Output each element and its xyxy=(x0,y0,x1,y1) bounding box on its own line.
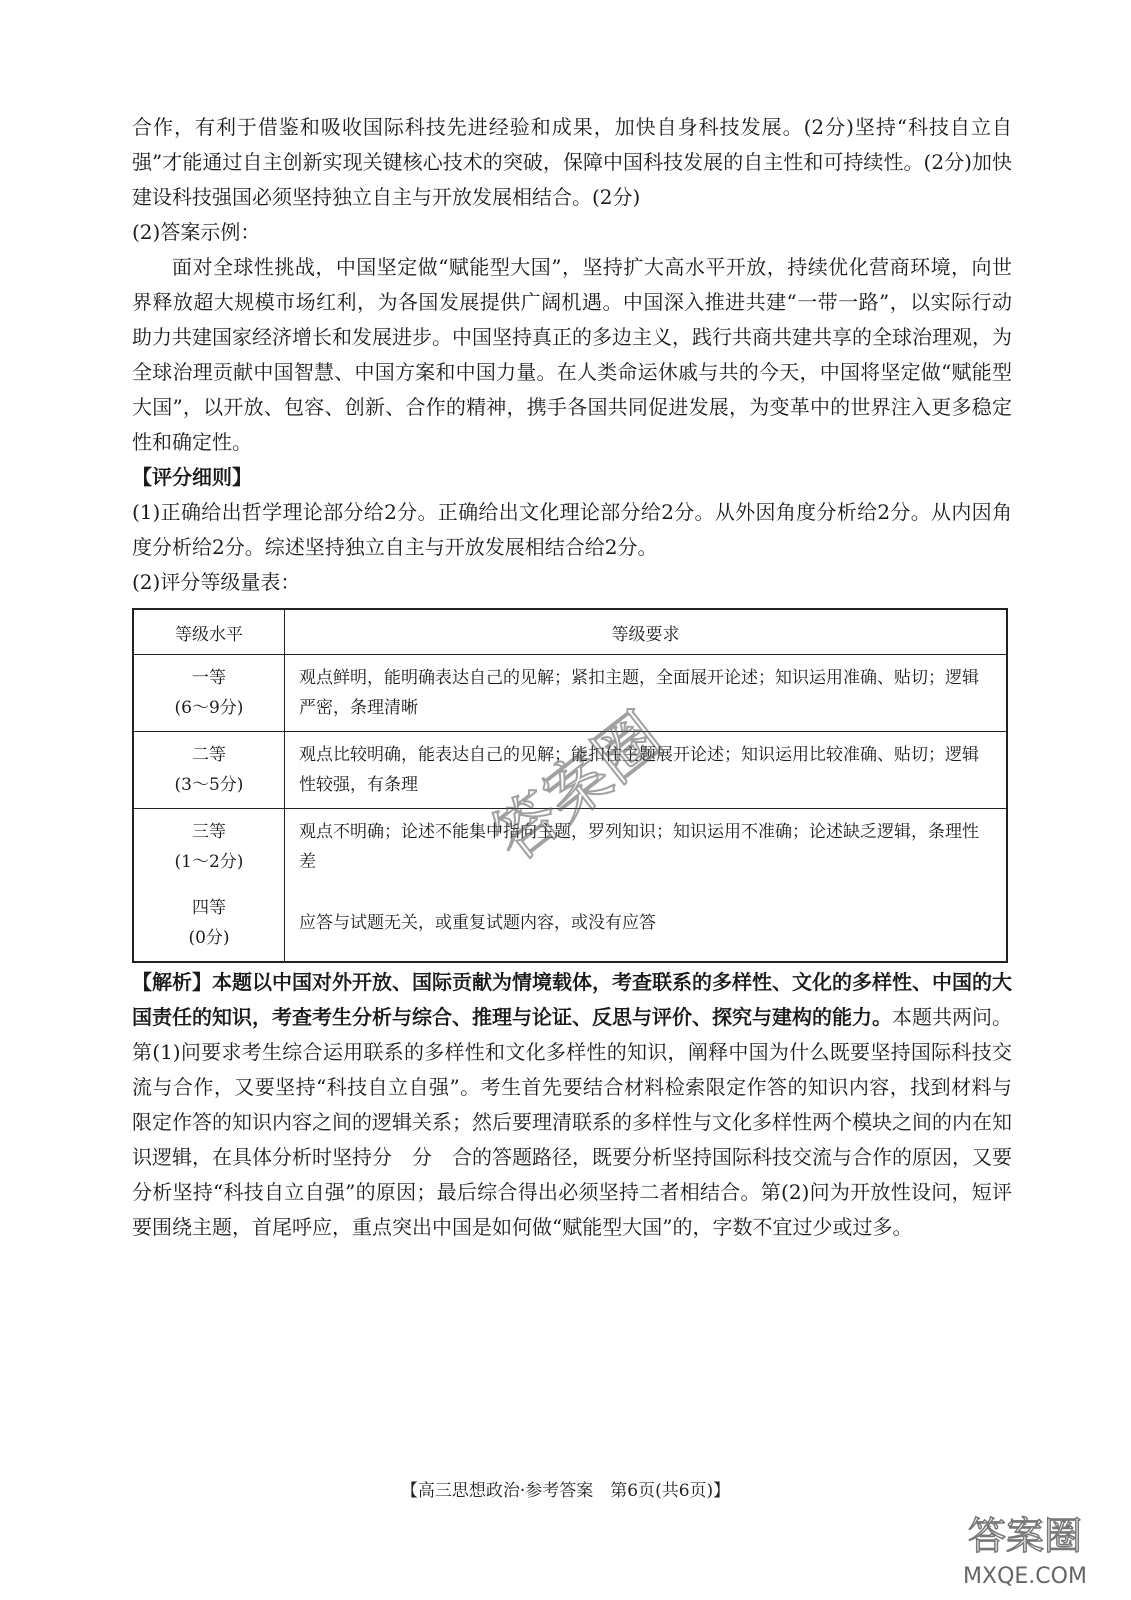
level-name: 三等 xyxy=(192,822,226,842)
scoring-item-2: (2)评分等级量表： xyxy=(132,570,301,594)
level-cell xyxy=(133,732,285,809)
intro-paragraph: 合作，有利于借鉴和吸收国际科技先进经验和成果，加快自身科技发展。(2分)坚持“科技自立自强”才能通过自主创新实现关键核心技术的突破，保障中国科技发展的自主性和可持续性。(2分)加快建设科技强国必须坚持独立自主与开放发展相结合。(2分) xyxy=(132,115,1012,209)
level-name: 四等 xyxy=(192,898,226,918)
level-range: (0分) xyxy=(188,928,230,948)
logo-text: 答案圈 xyxy=(967,1514,1083,1558)
requirement-cell: 应答与试题无关，或重复试题内容，或没有应答 xyxy=(285,885,1008,962)
table-header-row xyxy=(133,609,1007,655)
analysis-label: 【解析】 xyxy=(132,970,212,994)
level-cell xyxy=(133,885,285,962)
answer-page xyxy=(132,110,1012,1245)
level-range: (1～2分) xyxy=(174,852,244,872)
analysis-body: 本题共两问。第(1)问要求考生综合运用联系的多样性和文化多样性的知识，阐释中国为什么既要坚持国际科技交流与合作，又要坚持“科技自立自强”。考生首先要结合材料检索限定作答的知识内容，找到材料与限定作答的知识内容之间的逻辑关系；然后要理清联系的多样性与文化多样性两个模块之间的内在知识逻辑，在具体分析时坚持分 分 合的答题路径，既要分析坚持国际科技交流与合作的原因，又要分析坚持“科技自立自强”的原因；最后综合得出必须坚持二者相结合。第(2)问为开放性设问，短评要围绕主题，首尾呼应，重点突出中国是如何做“赋能型大国”的，字数不宜过少或过多。 xyxy=(132,1005,1012,1239)
logo-url: MXQE.COM xyxy=(963,1564,1087,1589)
requirement-cell: 观点不明确；论述不能集中指向主题，罗列知识；知识运用不准确；论述缺乏逻辑，条理性差 xyxy=(285,809,1008,886)
page-footer: 【高三思想政治·参考答案 第6页(共6页)】 xyxy=(400,1481,731,1501)
level-range: (6～9分) xyxy=(174,698,244,718)
level-range: (3～5分) xyxy=(174,775,244,795)
watermark-text: 答案圈 xyxy=(479,699,677,876)
level-name: 一等 xyxy=(192,668,226,688)
grading-scale-table xyxy=(132,608,1008,963)
level-cell xyxy=(133,809,285,886)
table-row xyxy=(133,809,1007,886)
level-cell xyxy=(133,655,285,732)
scoring-item-1: (1)正确给出哲学理论部分给2分。正确给出文化理论部分给2分。从外因角度分析给2分。从内因角度分析给2分。综述坚持独立自主与开放发展相结合给2分。 xyxy=(132,500,1012,559)
example-heading: (2)答案示例： xyxy=(132,220,261,244)
scoring-heading: 【评分细则】 xyxy=(132,465,252,489)
table-row xyxy=(133,885,1007,962)
table-row xyxy=(133,655,1007,732)
analysis-bold-text: 本题以中国对外开放、国际贡献为情境载体，考查联系的多样性、文化的多样性、中国的大国责任的知识，考查考生分析与综合、推理与论证、反思与评价、探究与建构的能力。 xyxy=(132,970,1012,1029)
requirement-cell: 观点鲜明，能明确表达自己的见解；紧扣主题，全面展开论述；知识运用准确、贴切；逻辑严密，条理清晰 xyxy=(285,655,1008,732)
level-name: 二等 xyxy=(192,745,226,765)
example-body: 面对全球性挑战，中国坚定做“赋能型大国”，坚持扩大高水平开放，持续优化营商环境，向世界释放超大规模市场红利，为各国发展提供广阔机遇。中国深入推进共建“一带一路”，以实际行动助力共建国家经济增长和发展进步。中国坚持真正的多边主义，践行共商共建共享的全球治理观，为全球治理贡献中国智慧、中国方案和中国力量。在人类命运休戚与共的今天，中国将坚定做“赋能型大国”，以开放、包容、创新、合作的精神，携手各国共同促进发展，为变革中的世界注入更多稳定性和确定性。 xyxy=(132,255,1012,454)
table-row xyxy=(133,732,1007,809)
requirement-cell: 观点比较明确，能表达自己的见解；能扣住主题展开论述；知识运用比较准确、贴切；逻辑性较强，有条理 xyxy=(285,732,1008,809)
header-requirement: 等级要求 xyxy=(285,609,1008,655)
site-logo-icon xyxy=(930,1505,1110,1595)
header-level: 等级水平 xyxy=(133,609,285,655)
analysis-paragraph xyxy=(132,965,1012,1245)
